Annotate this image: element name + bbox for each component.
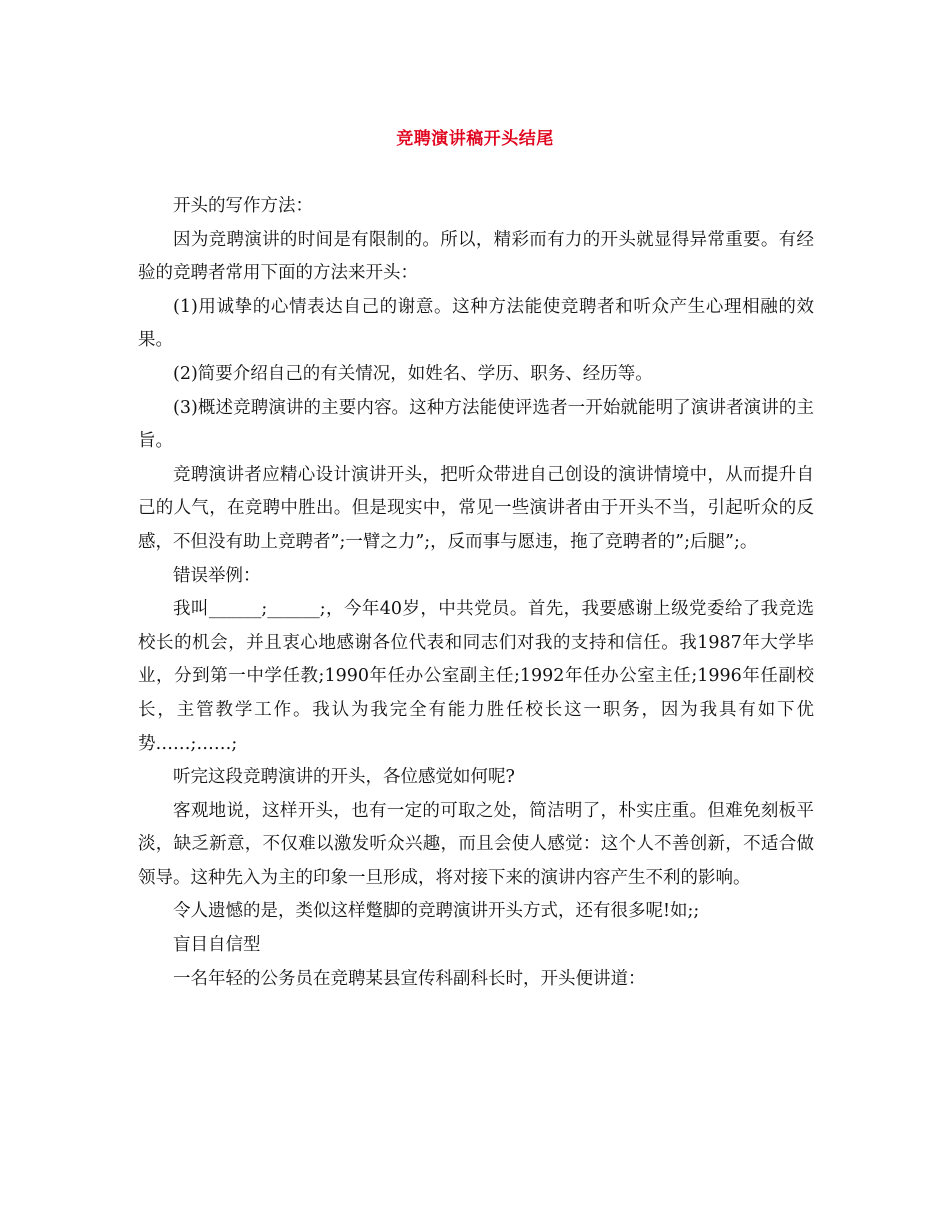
paragraph: 客观地说，这样开头，也有一定的可取之处，简洁明了，朴实庄重。但难免刻板平淡，缺乏新意，不仅难以激发听众兴趣，而且会使人感觉：这个人不善创新，不适合做领导。这种先入为主的印象一旦形成，将对接下来的演讲内容产生不利的影响。 xyxy=(138,800,814,888)
paragraph: 错误举例： xyxy=(173,565,261,586)
paragraph: 令人遗憾的是，类似这样蹩脚的竞聘演讲开头方式，还有很多呢!如;; xyxy=(173,901,700,922)
paragraph: (3)概述竞聘演讲的主要内容。这种方法能使评选者一开始就能明了演讲者演讲的主旨。 xyxy=(138,397,814,452)
paragraph: (1)用诚挚的心情表达自己的谢意。这种方法能使竞聘者和听众产生心理相融的效果。 xyxy=(138,296,814,351)
paragraph: 因为竞聘演讲的时间是有限制的。所以，精彩而有力的开头就显得异常重要。有经验的竞聘者常用下面的方法来开头： xyxy=(138,229,814,284)
paragraph: 一名年轻的公务员在竞聘某县宣传科副科长时，开头便讲道： xyxy=(173,968,646,989)
paragraph: 盲目自信型 xyxy=(173,935,261,956)
document-title: 竞聘演讲稿开头结尾 xyxy=(396,129,554,149)
paragraph: (2)简要介绍自己的有关情况，如姓名、学历、职务、经历等。 xyxy=(173,363,653,384)
paragraph: 我叫______;______;，今年40岁，中共党员。首先，我要感谢上级党委给了我竞选校长的机会，并且衷心地感谢各位代表和同志们对我的支持和信任。我1987年大学毕业，分到第一中学任教;1990年任办公室副主任;1992年任办公室主任;1996年任副校长，主管教学工作。我认为我完全有能力胜任校长这一职务，因为我具有如下优势……;……; xyxy=(138,599,814,754)
paragraph: 开头的写作方法： xyxy=(173,196,313,216)
document-body xyxy=(138,190,814,996)
paragraph: 听完这段竞聘演讲的开头，各位感觉如何呢? xyxy=(173,767,515,788)
paragraph: 竞聘演讲者应精心设计演讲开头，把听众带进自己创设的演讲情境中，从而提升自己的人气，在竞聘中胜出。但是现实中，常见一些演讲者由于开头不当，引起听众的反感，不但没有助上竞聘者”;一臂之力”;，反而事与愿违，拖了竞聘者的”;后腿”;。 xyxy=(138,464,814,552)
